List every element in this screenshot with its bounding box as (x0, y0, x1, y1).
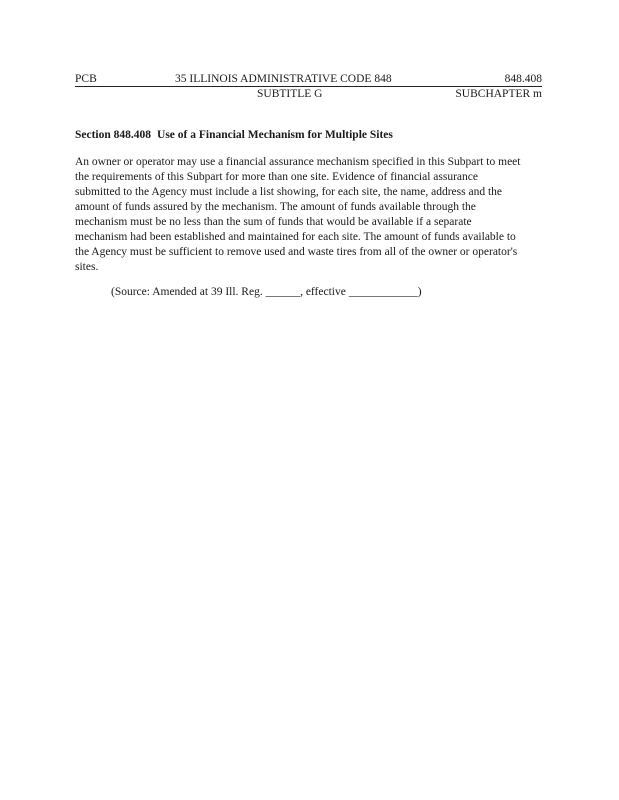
body-line: An owner or operator may use a financial assurance mechanism specified in this Subpart to meet (75, 156, 521, 168)
header-agency: PCB (75, 73, 97, 85)
section-title: Use of a Financial Mechanism for Multiple Sites (157, 129, 393, 141)
running-header (75, 72, 542, 86)
header-section-number: 848.408 (504, 73, 542, 85)
header-code-title: 35 ILLINOIS ADMINISTRATIVE CODE 848 (175, 73, 392, 85)
body-line: amount of funds assured by the mechanism. The amount of funds available through the (75, 201, 476, 213)
source-note: (Source: Amended at 39 Ill. Reg. ______, effective ____________) (111, 286, 422, 298)
body-line: the requirements of this Subpart for more than one site. Evidence of financial assurance (75, 171, 478, 183)
header-subchapter: SUBCHAPTER m (455, 88, 542, 100)
header-subtitle: SUBTITLE G (257, 88, 323, 100)
running-subheader (75, 87, 542, 101)
section-heading (75, 128, 393, 142)
body-line: mechanism had been established and maintained for each site. The amount of funds available to (75, 231, 516, 243)
section-number: Section 848.408 (75, 129, 152, 141)
section-body (75, 155, 545, 275)
body-line: submitted to the Agency must include a list showing, for each site, the name, address and the (75, 186, 502, 198)
body-line: the Agency must be sufficient to remove used and waste tires from all of the owner or operator's (75, 246, 518, 258)
body-line: sites. (75, 261, 99, 273)
body-line: mechanism must be no less than the sum of funds that would be available if a separate (75, 216, 472, 228)
